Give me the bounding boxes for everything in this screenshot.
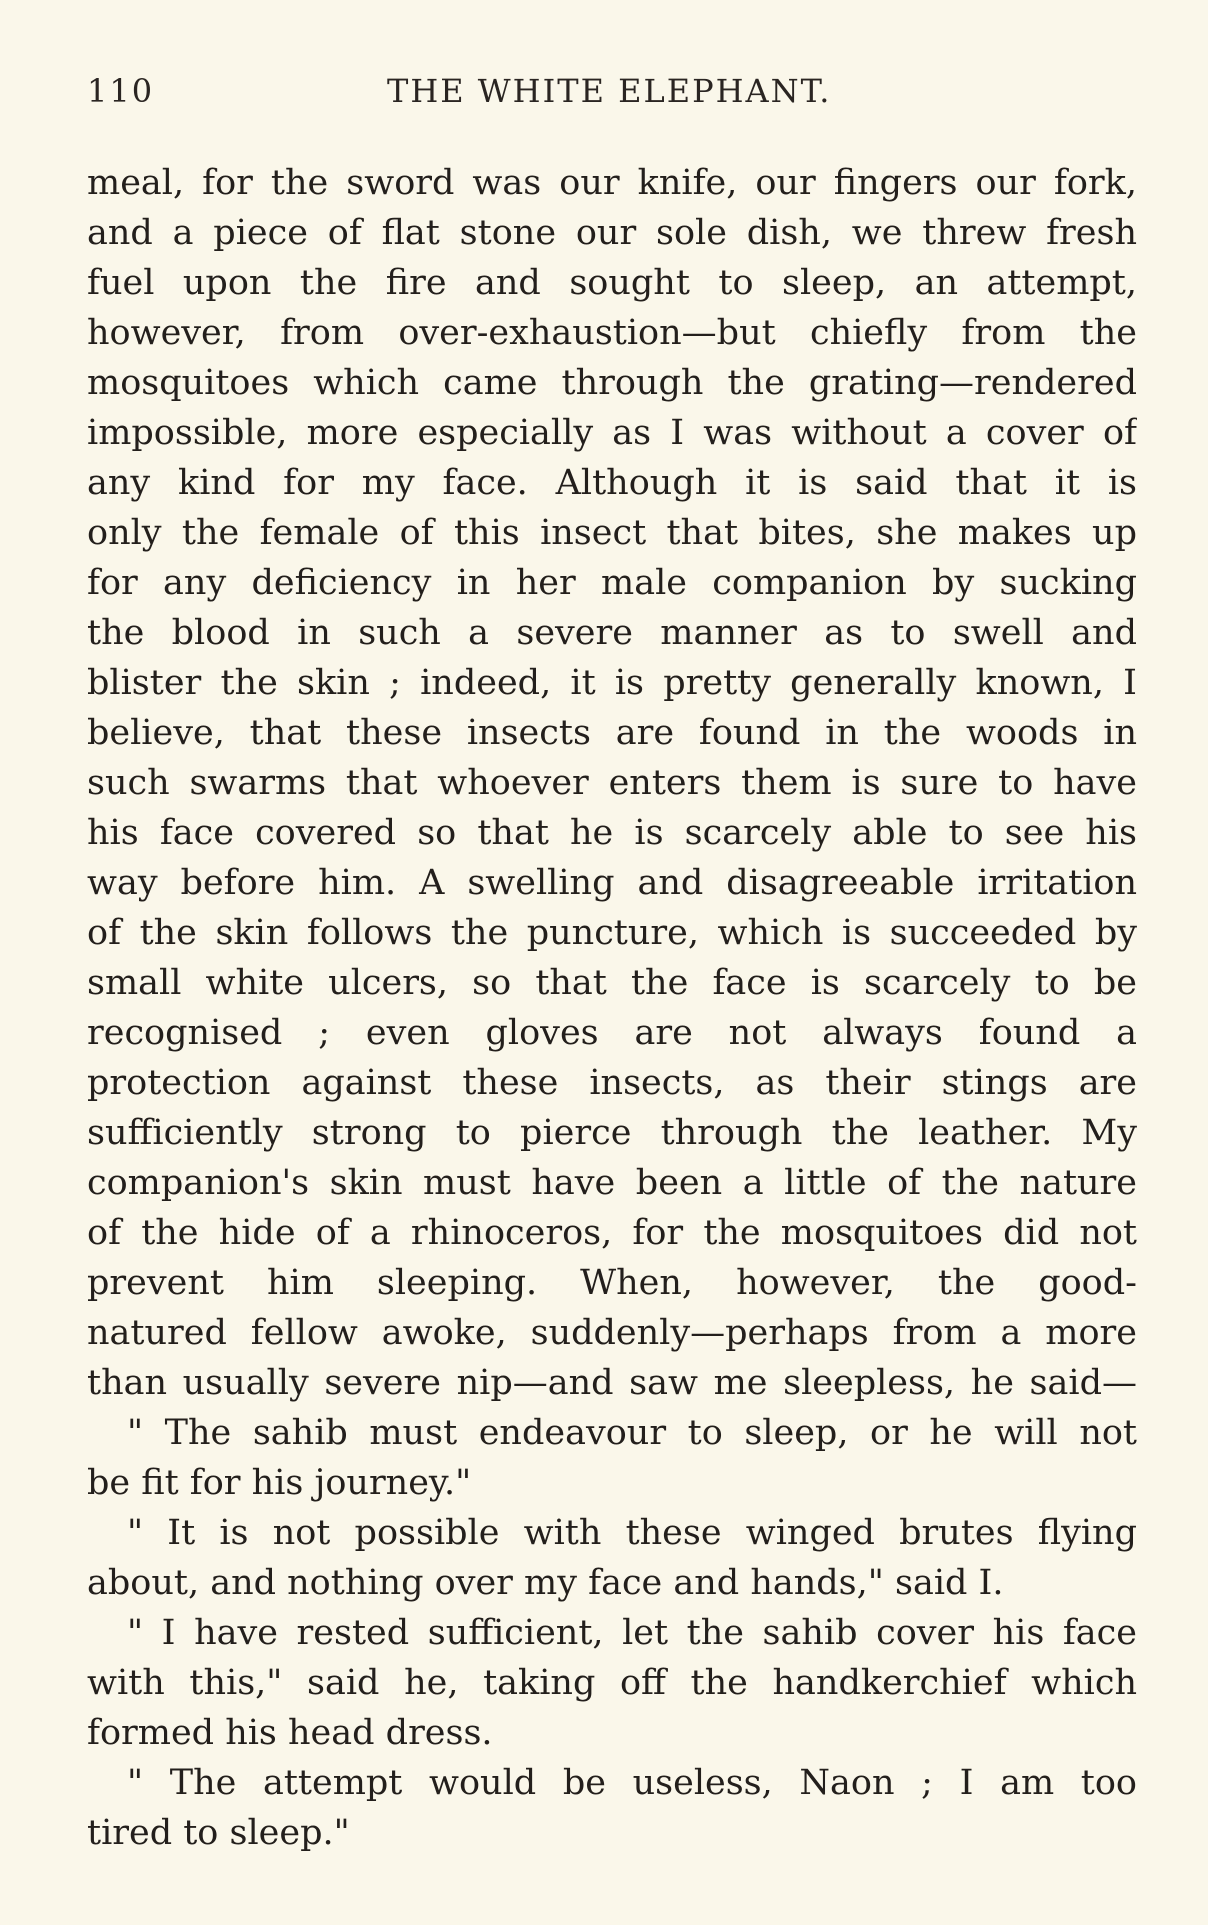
body-text [87, 158, 1137, 1858]
text-line: and a piece of flat stone our sole dish, we threw fresh [87, 213, 1137, 253]
text-line: only the female of this insect that bites, she makes up [87, 513, 1137, 553]
text-line: protection against these insects, as their stings are [87, 1063, 1137, 1103]
text-line: such swarms that whoever enters them is sure to have [87, 763, 1137, 803]
text-line: sufficiently strong to pierce through the leather. My [87, 1113, 1137, 1153]
text-line: mosquitoes which came through the grating—rendered [87, 363, 1137, 403]
text-line: the blood in such a severe manner as to swell and [87, 613, 1137, 653]
text-line: natured fellow awoke, suddenly—perhaps from a more [87, 1313, 1137, 1353]
page-number: 110 [87, 72, 155, 110]
page-header [87, 72, 1137, 122]
text-line: believe, that these insects are found in the woods in [87, 713, 1137, 753]
text-line: be fit for his journey." [87, 1463, 472, 1503]
text-line: about, and nothing over my face and hands," said I. [87, 1563, 1004, 1603]
text-line: formed his head dress. [87, 1713, 493, 1753]
text-line: for any deficiency in her male companion by sucking [87, 563, 1137, 603]
text-line: any kind for my face. Although it is said that it is [87, 463, 1137, 503]
text-line: meal, for the sword was our knife, our fingers our fork, [87, 163, 1137, 203]
running-title: THE WHITE ELEPHANT. [387, 72, 832, 110]
text-line: blister the skin ; indeed, it is pretty generally known, I [87, 663, 1137, 703]
text-line: " The attempt would be useless, Naon ; I am too [127, 1763, 1137, 1803]
text-line: small white ulcers, so that the face is scarcely to be [87, 963, 1137, 1003]
text-line: " I have rested sufficient, let the sahib cover his face [127, 1613, 1137, 1653]
text-line: " The sahib must endeavour to sleep, or he will not [127, 1413, 1137, 1453]
text-line: with this," said he, taking off the handkerchief which [87, 1663, 1137, 1703]
text-line: of the hide of a rhinoceros, for the mosquitoes did not [87, 1213, 1137, 1253]
text-line: however, from over-exhaustion—but chiefly from the [87, 313, 1137, 353]
text-line: " It is not possible with these winged brutes flying [127, 1513, 1137, 1553]
text-line: companion's skin must have been a little of the nature [87, 1163, 1137, 1203]
text-line: prevent him sleeping. When, however, the good- [87, 1263, 1137, 1303]
text-line: of the skin follows the puncture, which is succeeded by [87, 913, 1137, 953]
text-line: tired to sleep." [87, 1813, 350, 1853]
text-line: than usually severe nip—and saw me sleepless, he said— [87, 1363, 1137, 1403]
text-line: impossible, more especially as I was without a cover of [87, 413, 1137, 453]
text-line: his face covered so that he is scarcely able to see his [87, 813, 1137, 853]
text-line: recognised ; even gloves are not always found a [87, 1013, 1137, 1053]
text-line: fuel upon the fire and sought to sleep, an attempt, [87, 263, 1137, 303]
text-line: way before him. A swelling and disagreeable irritation [87, 863, 1137, 903]
